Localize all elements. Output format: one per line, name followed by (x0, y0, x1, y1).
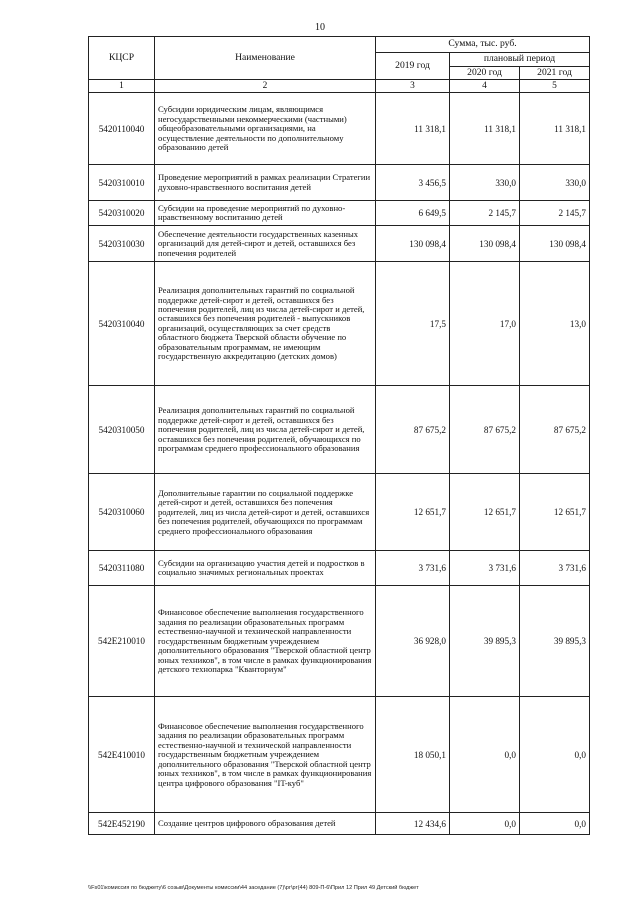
row-name: Обеспечение деятельности государственных казенных организаций для детей-сирот и детей, оставшихся без попечения родителей (155, 226, 376, 262)
row-value-2020: 2 145,7 (450, 201, 520, 226)
row-code: 5420310030 (89, 226, 155, 262)
row-value-2021: 0,0 (520, 697, 590, 813)
row-value-2021: 87 675,2 (520, 386, 590, 474)
row-code: 5420110040 (89, 93, 155, 165)
row-name: Реализация дополнительных гарантий по социальной поддержке детей-сирот и детей, оставшихся без попечения родителей, лиц из числа детей-сирот и детей, оставшихся без попечения родителей, обучающихся по программам среднего профессионального образования (155, 386, 376, 474)
table-row (89, 93, 590, 165)
row-value-2019: 18 050,1 (376, 697, 450, 813)
col-number: 4 (450, 80, 520, 93)
row-value-2019: 130 098,4 (376, 226, 450, 262)
row-name: Дополнительные гарантии по социальной поддержке детей-сирот и детей, оставшихся без попечения родителей, лиц из числа детей-сирот и детей, оставшихся без попечения родителей, обучающихся по программам среднего профессионального образования (155, 474, 376, 551)
header-code: КЦСР (89, 37, 155, 80)
row-name: Финансовое обеспечение выполнения государственного задания по реализации образовательных программ естественно-научной и технической направленности государственным бюджетным учреждением дополнительного образования "Тверской областной центр юных техников", в том числе в рамках функционирования центра цифрового образования "IT-куб" (155, 697, 376, 813)
row-value-2019: 11 318,1 (376, 93, 450, 165)
page-number: 10 (315, 22, 325, 33)
row-value-2019: 6 649,5 (376, 201, 450, 226)
row-value-2020: 0,0 (450, 697, 520, 813)
row-value-2020: 17,0 (450, 262, 520, 386)
header-name: Наименование (155, 37, 376, 80)
row-value-2021: 2 145,7 (520, 201, 590, 226)
row-code: 5420310010 (89, 165, 155, 201)
budget-table (88, 36, 590, 835)
table-row (89, 386, 590, 474)
header-year-2020: 2020 год (450, 66, 520, 80)
row-value-2020: 330,0 (450, 165, 520, 201)
row-name: Реализация дополнительных гарантий по социальной поддержке детей-сирот и детей, оставшихся без попечения родителей, лиц из числа детей-сирот и детей, оставшихся без попечения родителей - выпускников организаций, осуществляющих за счет средств областного бюджета Тверской области обучение по образовательным программам, не имеющим государственную аккредитацию (детских домов) (155, 262, 376, 386)
row-value-2019: 12 434,6 (376, 813, 450, 835)
row-value-2020: 0,0 (450, 813, 520, 835)
header-year-2021: 2021 год (520, 66, 590, 80)
row-code: 542Е210010 (89, 586, 155, 697)
row-name: Проведение мероприятий в рамках реализации Стратегии духовно-нравственного воспитания детей (155, 165, 376, 201)
col-number: 3 (376, 80, 450, 93)
col-number: 1 (89, 80, 155, 93)
table-row (89, 201, 590, 226)
row-code: 542Е410010 (89, 697, 155, 813)
row-value-2020: 11 318,1 (450, 93, 520, 165)
row-value-2021: 39 895,3 (520, 586, 590, 697)
row-code: 5420310060 (89, 474, 155, 551)
table-row (89, 165, 590, 201)
row-value-2020: 87 675,2 (450, 386, 520, 474)
row-value-2021: 12 651,7 (520, 474, 590, 551)
row-code: 542Е452190 (89, 813, 155, 835)
header-sum: Сумма, тыс. руб. (376, 37, 590, 53)
row-value-2019: 36 928,0 (376, 586, 450, 697)
row-value-2020: 39 895,3 (450, 586, 520, 697)
row-value-2021: 330,0 (520, 165, 590, 201)
row-value-2021: 3 731,6 (520, 551, 590, 586)
row-value-2019: 87 675,2 (376, 386, 450, 474)
file-path-footer: \\Fs01\комиссия по бюджету\6 созыв\Документы комиссии\44 заседание (7)\рг\рг(44) 809-П-6\Прил 12 Прил 49 Детский бюджет (88, 885, 419, 891)
row-name: Субсидии юридическим лицам, являющимся негосударственными некоммерческими (частными) общеобразовательными организациями, на осуществление деятельности по дополнительному образованию детей (155, 93, 376, 165)
row-name: Субсидии на проведение мероприятий по духовно-нравственному воспитанию детей (155, 201, 376, 226)
row-value-2019: 12 651,7 (376, 474, 450, 551)
table-row (89, 262, 590, 386)
col-number: 2 (155, 80, 376, 93)
row-value-2020: 130 098,4 (450, 226, 520, 262)
row-value-2020: 12 651,7 (450, 474, 520, 551)
table-row (89, 474, 590, 551)
row-value-2021: 0,0 (520, 813, 590, 835)
table-row (89, 813, 590, 835)
row-code: 5420310040 (89, 262, 155, 386)
header-plan-period: плановый период (450, 53, 590, 67)
row-code: 5420310050 (89, 386, 155, 474)
row-name: Финансовое обеспечение выполнения государственного задания по реализации образовательных программ естественно-научной и технической направленности государственным бюджетным учреждением дополнительного образования "Тверской областной центр юных техников", в том числе в рамках функционирования детского технопарка "Кванториум" (155, 586, 376, 697)
table-row (89, 551, 590, 586)
header-year-2019: 2019 год (376, 53, 450, 80)
row-name: Субсидии на организацию участия детей и подростков в социально значимых региональных проектах (155, 551, 376, 586)
row-value-2021: 130 098,4 (520, 226, 590, 262)
col-number: 5 (520, 80, 590, 93)
row-value-2021: 13,0 (520, 262, 590, 386)
row-value-2019: 17,5 (376, 262, 450, 386)
row-value-2021: 11 318,1 (520, 93, 590, 165)
row-value-2020: 3 731,6 (450, 551, 520, 586)
row-value-2019: 3 731,6 (376, 551, 450, 586)
row-name: Создание центров цифрового образования детей (155, 813, 376, 835)
table-row (89, 226, 590, 262)
table-row (89, 586, 590, 697)
row-code: 5420311080 (89, 551, 155, 586)
row-code: 5420310020 (89, 201, 155, 226)
row-value-2019: 3 456,5 (376, 165, 450, 201)
table-row (89, 697, 590, 813)
